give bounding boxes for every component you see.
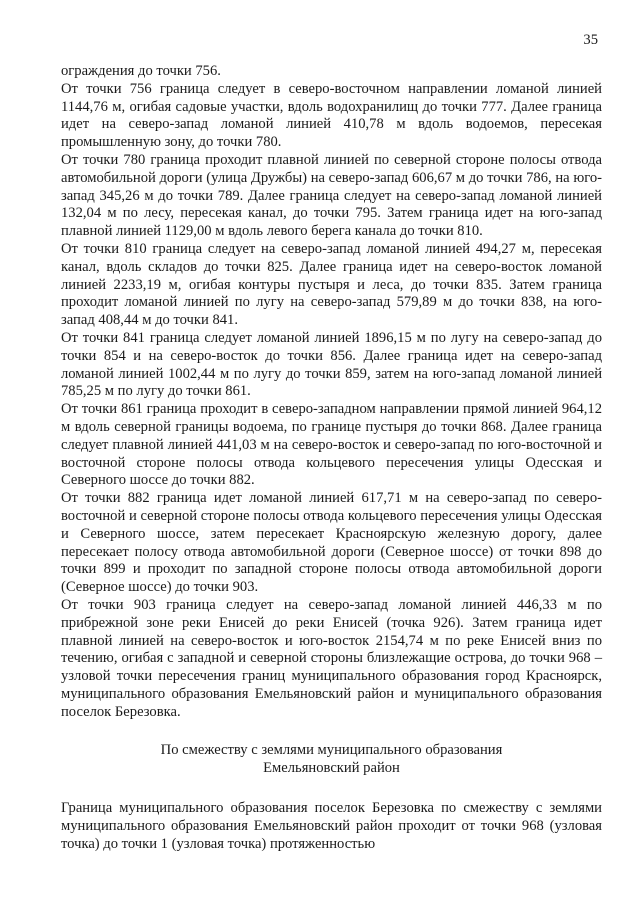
paragraph-point-780: От точки 780 граница проходит плавной линией по северной стороне полосы отвода автомобильной дороги (улица Дружбы) на северо-запад 606,67 м до точки 786, на юго-запад 345,26 м до точки 789. Далее граница следует на северо-запад ломаной линией 132,04 м по лесу, пересекая канал, до точки 795. Затем граница идет на юго-запад плавной линией 1129,00 м вдоль левого берега канала до точки 810.: [61, 151, 602, 240]
paragraph-point-882: От точки 882 граница идет ломаной линией 617,71 м на северо-запад по северо-восточной и северной стороне полосы отвода кольцевого пересечения улицы Одесская и Северного шоссе, затем пересекает Красноярскую железную дорогу, далее пересекает полосу отвода автомобильной дороги (Северное шоссе) от точки 898 до точки 899 и проходит по западной стороне полосы отвода автомобильной дороги (Северное шоссе) до точки 903.: [61, 490, 602, 596]
paragraph-point-903: От точки 903 граница следует на северо-запад ломаной линией 446,33 м по прибрежной зоне реки Енисей до реки Енисей (точка 926). Затем граница идет плавной линией на северо-восток и юго-восток 2154,74 м по реке Енисей вниз по течению, огибая с западной и северной стороны близлежащие острова, до точки 968 – узловой точки пересечения границ муниципального образования город Красноярск, муниципального образования Емельяновский район и муниципального образования поселок Березовка.: [61, 596, 602, 720]
page-number: 35: [583, 32, 598, 48]
paragraph-continuation: ограждения до точки 756.: [61, 63, 221, 79]
section-heading-line-2: Емельяновский район: [263, 760, 400, 777]
paragraph-point-810: От точки 810 граница следует на северо-запад ломаной линией 494,27 м, пересекая канал, вдоль складов до точки 825. Далее граница идет на северо-восток ломаной линией 2233,19 м, огибая контуры пустыря и леса, до точки 835. Затем граница проходит ломаной линией по лугу на северо-запад 579,89 м до точки 838, на юго-запад 408,44 м до точки 841.: [61, 240, 602, 329]
paragraph-point-861: От точки 861 граница проходит в северо-западном направлении прямой линией 964,12 м вдоль северной границы водоема, по границе пустыря до точки 868. Далее граница следует плавной линией 441,03 м на северо-восток и северо-запад по юго-восточной и восточной стороне полосы отвода кольцевого пересечения улицы Одесская и Северного шоссе до точки 882.: [61, 401, 602, 489]
section-heading: [61, 742, 602, 778]
paragraph-point-841: От точки 841 граница следует ломаной линией 1896,15 м по лугу на северо-запад до точки 854 и на северо-восток до точки 856. Далее граница идет на северо-запад ломаной линией 1002,44 м по лугу до точки 859, затем на юго-запад ломаной линией 785,25 м по лугу до точки 861.: [61, 329, 602, 400]
paragraph-point-756: От точки 756 граница следует в северо-восточном направлении ломаной линией 1144,76 м, огибая садовые участки, вдоль водохранилищ до точки 777. Далее граница идет на северо-запад ломаной линией 410,78 м вдоль водоемов, пересекая промышленную зону, до точки 780.: [61, 80, 602, 151]
document-body: [61, 63, 602, 853]
section-heading-line-1: По смежеству с землями муниципального образования: [160, 742, 503, 759]
paragraph-closing: Граница муниципального образования поселок Березовка по смежеству с землями муниципального образования Емельяновский район проходит от точки 968 (узловая точка) до точки 1 (узловая точка) протяженностью: [61, 800, 602, 852]
